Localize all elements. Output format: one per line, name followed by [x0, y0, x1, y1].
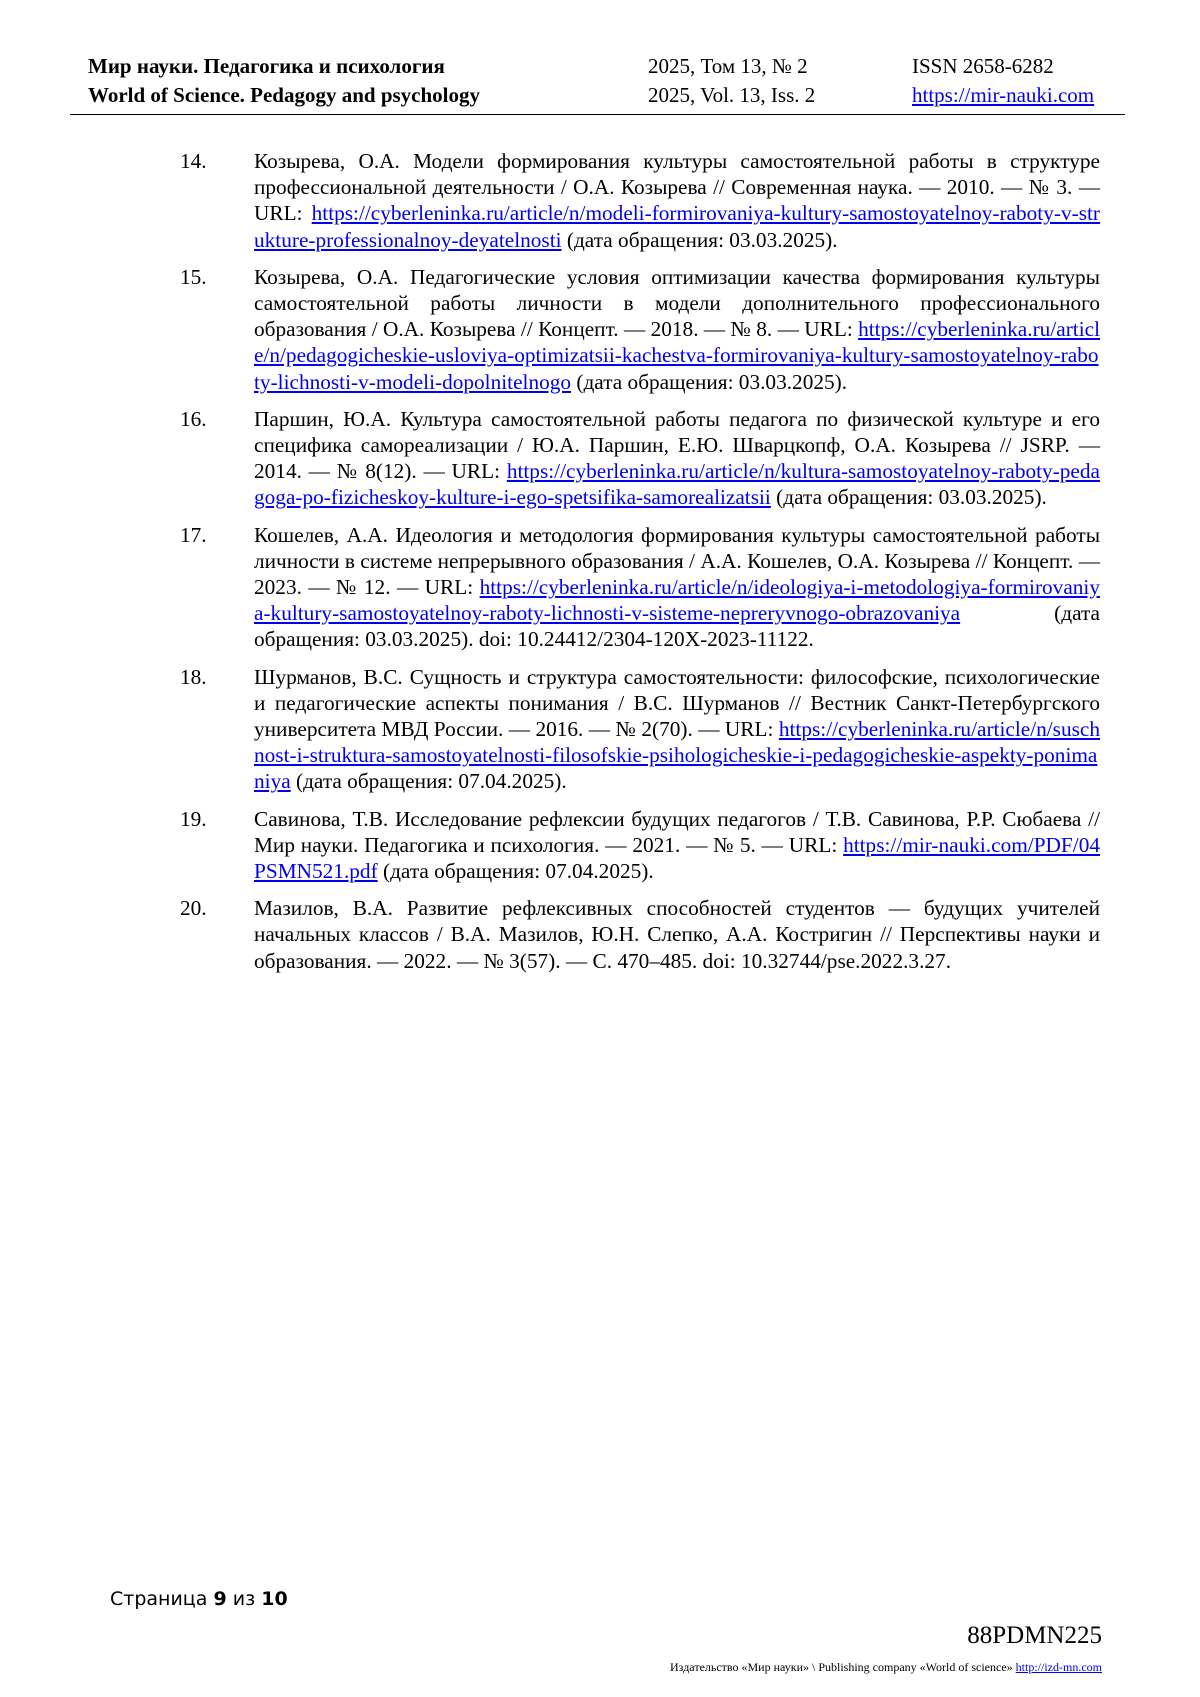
publisher-line — [670, 1660, 1102, 1675]
reference-link[interactable]: https://cyberleninka.ru/article/n/ideologiya-i-metodologiya-formirovaniya-kultury-samostoyatelnoy-raboty-lichnosti-v-sisteme-nepreryvnogo-obrazovaniya — [254, 575, 1100, 626]
journal-ids — [912, 52, 1094, 110]
issue-info-en: 2025, Vol. 13, Iss. 2 — [648, 83, 816, 107]
reference-access-date: (дата обращения: 03.03.2025). — [770, 485, 1047, 510]
publisher-link[interactable]: http://izd-mn.com — [1015, 1660, 1102, 1674]
issn: ISSN 2658-6282 — [912, 54, 1054, 78]
reference-text: Паршин, Ю.А. Культура самостоятельной работы педагога по физической культуре и его специфика самореализации / Ю.А. Паршин, Е.Ю. Шварцкопф, О.А. Козырева // JSRP. — 2014. — № 8(12). — URL: — [254, 406, 1100, 484]
reference-item — [180, 806, 1100, 885]
reference-item — [180, 264, 1100, 395]
page-current: 9 — [213, 1588, 227, 1610]
reference-link[interactable]: https://cyberleninka.ru/article/n/kultura-samostoyatelnoy-raboty-pedagoga-po-fizicheskoy-kulture-i-ego-spetsifika-samorealizatsii — [254, 459, 1100, 510]
reference-item — [180, 664, 1100, 795]
reference-text: Козырева, О.А. Модели формирования культуры самостоятельной работы в структуре профессиональной деятельности / О.А. Козырева // Современная наука. — 2010. — № 3. — URL: — [254, 149, 1100, 226]
reference-text: Мазилов, В.А. Развитие рефлексивных способностей студентов — будущих учителей начальных классов / В.А. Мазилов, Ю.Н. Слепко, А.А. Костригин // Перспективы науки и образования. — 2022. — № 3(57). — С. 470–485. doi: 10.32744/pse.2022.3.27. — [254, 896, 1100, 973]
issue-info — [648, 52, 815, 110]
reference-item — [180, 522, 1100, 653]
reference-number: 19. — [180, 806, 207, 831]
page-total: 10 — [261, 1588, 288, 1610]
reference-number: 17. — [180, 522, 207, 547]
page-header — [70, 52, 1125, 115]
page-of: из — [232, 1588, 256, 1610]
page-number — [110, 1588, 288, 1610]
page-label: Страница — [110, 1588, 208, 1610]
reference-access-date: (дата обращения: 03.03.2025). — [571, 369, 848, 394]
reference-link[interactable]: https://cyberleninka.ru/article/n/modeli-formirovaniya-kultury-samostoyatelnoy-raboty-v-strukture-professionalnoy-deyatelnosti — [254, 201, 1100, 252]
journal-title-en: World of Science. Pedagogy and psychology — [88, 83, 481, 107]
reference-link[interactable]: https://mir-nauki.com/PDF/04PSMN521.pdf — [254, 832, 1100, 884]
reference-item — [180, 406, 1100, 511]
reference-access-date: (дата обращения: 07.04.2025). — [290, 769, 567, 794]
reference-text: Кошелев, А.А. Идеология и методология формирования культуры самостоятельной работы личности в системе непрерывного образования / А.А. Кошелев, О.А. Козырева // Концепт. — 2023. — № 12. — URL: — [254, 522, 1100, 600]
reference-item — [180, 895, 1100, 974]
journal-title — [88, 52, 480, 110]
issue-info-ru: 2025, Том 13, № 2 — [648, 54, 808, 78]
reference-number: 14. — [180, 149, 207, 173]
reference-text: Козырева, О.А. Педагогические условия оптимизации качества формирования культуры самостоятельной работы личности в модели дополнительного профессионального образования / О.А. Козырева // Концепт. — 2018. — № 8. — URL: — [254, 264, 1100, 342]
site-link[interactable]: https://mir-nauki.com — [912, 83, 1095, 107]
publisher-text: Издательство «Мир науки» \ Publishing company «World of science» — [670, 1660, 1013, 1674]
reference-access-date: (дата обращения: 07.04.2025). — [377, 859, 654, 884]
reference-access-date: (дата обращения: 03.03.2025). — [561, 227, 838, 252]
reference-access-date: (дата обращения: 03.03.2025). doi: 10.24412/2304-120X-2023-11122. — [254, 601, 1100, 652]
reference-number: 20. — [180, 896, 207, 921]
reference-number: 15. — [180, 264, 207, 289]
reference-text: Савинова, Т.В. Исследование рефлексии будущих педагогов / Т.В. Савинова, Р.Р. Сюбаева // Мир науки. Педагогика и психология. — 2021. — № 5. — URL: — [254, 806, 1100, 857]
reference-link[interactable]: https://cyberleninka.ru/article/n/suschnost-i-struktura-samostoyatelnosti-filosofskie-psihologicheskie-i-pedagogicheskie-aspekty-ponimaniya — [254, 717, 1100, 794]
reference-number: 18. — [180, 664, 207, 689]
reference-text: Шурманов, В.С. Сущность и структура самостоятельности: философские, психологические и педагогические аспекты понимания / В.С. Шурманов // Вестник Санкт-Петербургского университета МВД России. — 2016. — № 2(70). — URL: — [254, 664, 1100, 742]
journal-title-ru: Мир науки. Педагогика и психология — [88, 54, 445, 78]
reference-list — [180, 148, 1100, 985]
reference-number: 16. — [180, 406, 207, 431]
article-code: 88PDMN225 — [967, 1622, 1102, 1649]
reference-item — [180, 148, 1100, 253]
reference-link[interactable]: https://cyberleninka.ru/article/n/pedagogicheskie-usloviya-optimizatsii-kachestva-formirovaniya-kultury-samostoyatelnoy-raboty-lichnosti-v-modeli-dopolnitelnogo — [254, 317, 1100, 394]
